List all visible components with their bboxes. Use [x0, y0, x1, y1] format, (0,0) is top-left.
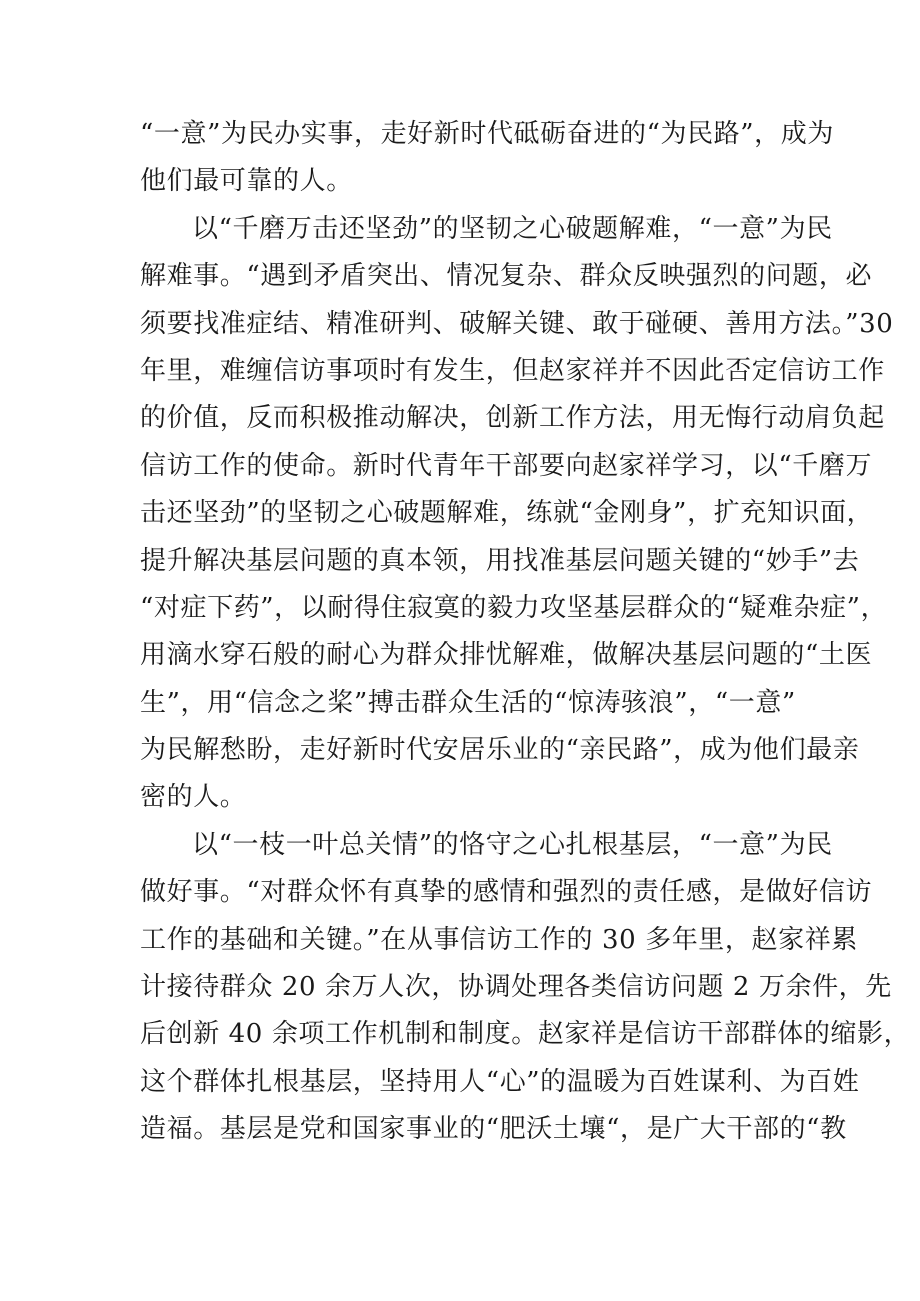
text-line: “对症下药”，以耐得住寂寞的毅力攻坚基层群众的“疑难杂症”， [140, 592, 888, 623]
text-line: 这个群体扎根基层，坚持用人“心”的温暖为百姓谋利、为百姓 [140, 1066, 860, 1097]
document-body [140, 111, 911, 1154]
text-line: 计接待群众 20 余万人次，协调处理各类信访问题 2 万余件，先 [140, 972, 892, 1003]
text-line: 以“千磨万击还坚劲”的坚韧之心破题解难，“一意”为民 [192, 213, 833, 244]
text-line: 信访工作的使命。新时代青年干部要向赵家祥学习，以“千磨万 [140, 450, 873, 481]
text-line: 以“一枝一叶总关情”的恪守之心扎根基层，“一意”为民 [192, 829, 833, 860]
text-line: 生”，用“信念之桨”搏击群众生活的“惊涛骇浪”，“一意” [140, 687, 796, 718]
text-line: 解难事。“遇到矛盾突出、情况复杂、群众反映强烈的问题，必 [140, 261, 873, 292]
text-line: 的价值，反而积极推动解决，创新工作方法，用无悔行动肩负起 [140, 403, 885, 434]
text-line: 提升解决基层问题的真本领，用找准基层问题关键的“妙手”去 [140, 545, 860, 576]
text-line: 做好事。“对群众怀有真挚的感情和强烈的责任感，是做好信访 [140, 877, 873, 908]
text-line: “一意”为民办实事，走好新时代砥砺奋进的“为民路”，成为 [140, 119, 834, 149]
text-line: 为民解愁盼，走好新时代安居乐业的“亲民路”，成为他们最亲 [140, 735, 860, 766]
paragraph-2 [140, 206, 894, 822]
text-line: 密的人。 [140, 782, 247, 813]
paragraph-3 [140, 822, 911, 1154]
text-line: 击还坚劲”的坚韧之心破题解难，练就“金刚身”，扩充知识面， [140, 498, 874, 529]
text-line: 造福。基层是党和国家事业的“肥沃土壤“，是广大干部的“教 [140, 1114, 847, 1145]
text-line: 用滴水穿石般的耐心为群众排忧解难，做解决基层问题的“土医 [140, 640, 873, 671]
text-line: 后创新 40 余项工作机制和制度。赵家祥是信访干部群体的缩影， [140, 1019, 911, 1050]
text-line: 须要找准症结、精准研判、破解关键、敢于碰硬、善用方法。”30 [140, 308, 894, 339]
text-line: 年里，难缠信访事项时有发生，但赵家祥并不因此否定信访工作 [140, 355, 885, 386]
paragraph-1 [140, 111, 834, 206]
text-line: 工作的基础和关键。”在从事信访工作的 30 多年里，赵家祥累 [140, 924, 858, 955]
text-line: 他们最可靠的人。 [140, 166, 353, 197]
